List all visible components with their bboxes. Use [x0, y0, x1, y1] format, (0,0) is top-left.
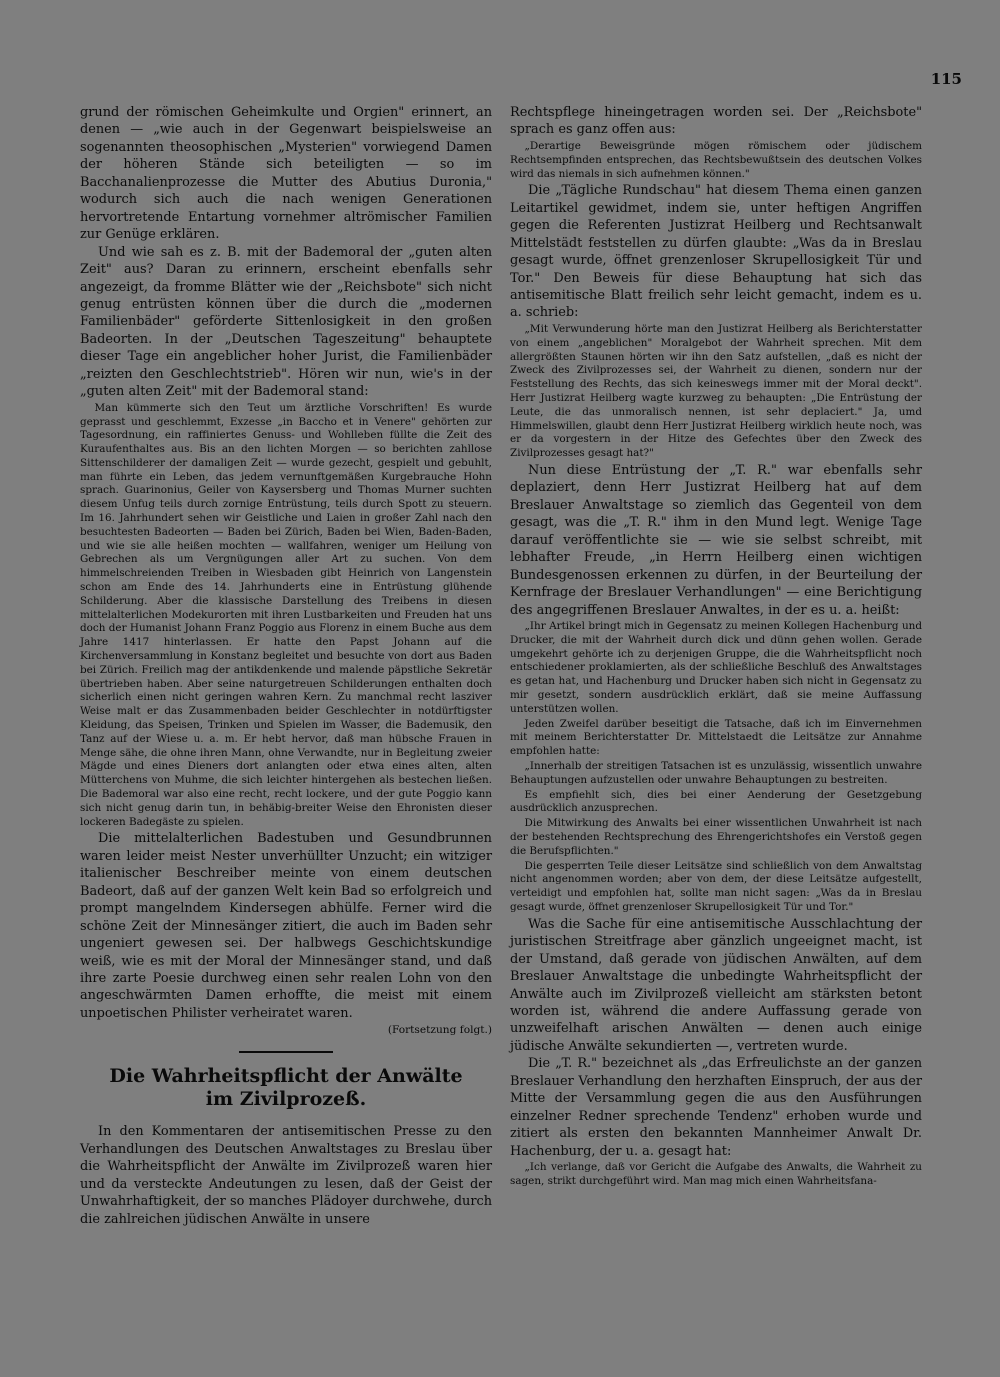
- block-quote: Es empfiehlt sich, dies bei einer Aenderung der Gesetzgebung ausdrücklich anzusprechen.: [510, 788, 922, 815]
- continuation-note: (Fortsetzung folgt.): [387, 1024, 492, 1037]
- block-quote: Die gesperrten Teile dieser Leitsätze sind schließlich von dem Anwaltstag nicht angenommen worden; aber von dem, der diese Leitsätze aufgestellt, verteidigt und empfohlen hat, sollte man nicht sagen: „Was da in Breslau gesagt wurde, öffnet grenzenloser Skrupellosigkeit Tür und Tor.": [510, 859, 922, 913]
- paragraph: Nun diese Entrüstung der „T. R." war ebenfalls sehr deplaziert, denn Herr Justizrat Heilberg hat auf dem Breslauer Anwaltstage so ziemlich das Gegenteil von dem gesagt, was die „T. R." ihm in den Mund legt. Wenige Tage darauf veröffentlichte sie — wie sie selbst schreibt, mit lebhafter Freude, „in Herrn Heilberg einen wichtigen Bundesgenossen erkennen zu dürfen, in der Beurteilung der Kernfrage der Breslauer Verhandlungen" — eine Berichtigung des angegriffenen Breslauer Anwaltes, in der es u. a. heißt:: [510, 462, 922, 618]
- block-quote: Man kümmerte sich den Teut um ärztliche Vorschriften! Es wurde geprasst und geschlemmt, Exzesse „in Baccho et in Venere" gehörten zur Tagesordnung, ein raffiniertes Genuss- und Wohlleben füllte die Zeit des Kuraufenthaltes aus. Bis an den lichten Morgen — so berichten zahllose Sittenschilderer der damaligen Zeit — wurde gezecht, gespielt und gebuhlt, man führte ein Leben, das jedem vernunftgemäßen Kurgebrauche Hohn sprach. Guarinonius, Geiler von Kaysersberg und Thomas Murner suchten diesem Unfug teils durch zornige Entrüstung, teils durch Spott zu steuern. Im 16. Jahrhundert sehen wir Geistliche und Laien in großer Zahl nach den besuchtesten Badeorten — Baden bei Zürich, Baden bei Wien, Baden-Baden, und wie sie alle heißen mochten — wallfahren, weniger um Heilung von Gebrechen als um Vergnügungen aller Art zu suchen. Von dem himmelschreienden Treiben in Wiesbaden gibt Heinrich von Langenstein schon am Ende des 14. Jahrhunderts eine in Entrüstung glühende Schilderung. Aber die klassische Darstellung des Treibens in diesen mittelalterlichen Modekurorten mit ihren Lustbarkeiten und Freuden hat uns doch der Humanist Johann Franz Poggio aus Florenz in einem Buche aus dem Jahre 1417 hinterlassen. Er hatte den Papst Johann auf die Kirchenversammlung in Konstanz begleitet und besuchte von dort aus Baden bei Zürich. Freilich mag der antikdenkende und malende päpstliche Sekretär übertrieben haben. Aber seine naturgetreuen Schilderungen enthalten doch sicherlich einen nicht geringen wahren Kern. Zu manchmal recht lasziver Weise malt er das Zusammenbaden beider Geschlechter in notdürftigster Kleidung, das Speisen, Trinken und Spielen im Wasser, die Bademusik, den Tanz auf der Wiese u. a. m. Er hebt hervor, daß man hübsche Frauen in Menge sähe, die ohne ihren Mann, ohne Verwandte, nur in Begleitung zweier Mägde und eines Dieners dort anlangten oder etwa eines alten, alten Mütterchens von Muhme, die sich leichter hintergehen als bestechen ließen. Die Bademoral war also eine recht, recht lockere, und der gute Poggio kann sich nicht genug darin tun, in behäbig-breiter Weise den Ehronisten dieser lockeren Badegäste zu spielen.: [80, 401, 492, 828]
- block-quote: Die Mitwirkung des Anwalts bei einer wissentlichen Unwahrheit ist nach der bestehenden Rechtsprechung des Ehrengerichtshofes ein Verstoß gegen die Berufspflichten.": [510, 817, 922, 857]
- section-divider: [239, 1051, 333, 1053]
- block-quote: „Innerhalb der streitigen Tatsachen ist es unzulässig, wissentlich unwahre Behauptungen aufzustellen oder unwahre Behauptungen zu bestreiten.: [510, 759, 922, 786]
- block-quote: „Derartige Beweisgründe mögen römischem oder jüdischem Rechtsempfinden entsprechen, das Rechtsbewußtsein des deutschen Volkes wird das niemals in sich aufnehmen können.": [510, 139, 922, 180]
- article-title-line: im Zivilprozeß.: [205, 1088, 367, 1111]
- paragraph: Rechtspflege hineingetragen worden sei. Der „Reichsbote" sprach es ganz offen aus:: [510, 105, 922, 138]
- paragraph: Die „Tägliche Rundschau" hat diesem Thema einen ganzen Leitartikel gewidmet, indem sie, unter heftigen Angriffen gegen die Referenten Justizrat Heilberg und Rechtsanwalt Mittelstädt feststellen zu dürfen glaubte: „Was da in Breslau gesagt wurde, öffnet grenzenloser Skrupellosigkeit Tür und Tor." Den Beweis für diese Behauptung hat sich das antisemitische Blatt freilich sehr leicht gemacht, indem es u. a. schrieb:: [510, 183, 922, 321]
- block-quote: „Ihr Artikel bringt mich in Gegensatz zu meinen Kollegen Hachenburg und Drucker, die mit der Wahrheit durch dick und dünn gehen wollen. Gerade umgekehrt gehörte ich zu derjenigen Gruppe, die die Wahrheitspflicht noch entschiedener proklamierten, als der schließliche Beschluß des Anwaltstages es getan hat, und Hachenburg und Drucker haben sich nicht in Gegensatz zu mir gesetzt, sondern ausdrücklich erklärt, daß sie meine Auffassung unterstützen wollen.: [510, 619, 922, 715]
- block-quote: „Ich verlange, daß vor Gericht die Aufgabe des Anwalts, die Wahrheit zu sagen, strikt durchgeführt wird. Man mag mich einen Wahrheitsfana-: [510, 1161, 922, 1187]
- paragraph: In den Kommentaren der antisemitischen Presse zu den Verhandlungen des Deutschen Anwaltstages zu Breslau über die Wahrheitspflicht der Anwälte im Zivilprozeß waren hier und da versteckte Andeutungen zu lesen, daß der Geist der Unwahrhaftigkeit, der so manches Plädoyer durchwehe, durch die zahlreichen jüdischen Anwälte in unsere: [80, 1124, 492, 1227]
- paragraph: grund der römischen Geheimkulte und Orgien" erinnert, an denen — „wie auch in der Gegenwart beispielsweise an sogenannten theosophischen „Mysterien" vorwiegend Damen der höheren Stände sich beteiligten — so im Bacchanalienprozesse die Mutter des Abutius Duronia," wodurch sich auch die nach wenigen Generationen hervortretende Entartung vornehmer altrömischer Familien zur Genüge erklären.: [80, 105, 492, 243]
- paragraph: Was die Sache für eine antisemitische Ausschlachtung der juristischen Streitfrage aber gänzlich ungeeignet macht, ist der Umstand, daß gerade von jüdischen Anwälten, auf dem Breslauer Anwaltstage die unbedingte Wahrheitspflicht der Anwälte auch im Zivilprozeß vielleicht am stärksten betont worden ist, während die andere Auffassung gerade von unzweifelhaft arischen Anwälten — denen auch einige jüdische Anwälte sekundierten —, vertreten wurde.: [510, 916, 922, 1054]
- article-title: [80, 1065, 492, 1111]
- right-column: [510, 104, 922, 1190]
- page-number: 115: [930, 70, 962, 88]
- block-quote: Jeden Zweifel darüber beseitigt die Tatsache, daß ich im Einvernehmen mit meinem Berichterstatter Dr. Mittelstaedt die Leitsätze zur Annahme empfohlen hatte:: [510, 717, 922, 758]
- left-column: [80, 104, 492, 1228]
- block-quote: „Mit Verwunderung hörte man den Justizrat Heilberg als Berichterstatter von einem „angeblichen" Moralgebot der Wahrheit sprechen. Mit dem allergrößten Staunen hörten wir ihn den Satz aufstellen, „daß es nicht der Zweck des Zivilprozesses sei, der Wahrheit zu dienen, sondern nur der Feststellung des Rechts, das sich keineswegs immer mit der Moral deckt". Herr Justizrat Heilberg wagte kurzweg zu behaupten: „Die Entrüstung der Leute, die das unmoralisch nennen, ist sehr deplaciert." Ja, umd Himmelswillen, glaubt denn Herr Justizrat Heilberg wirklich heute noch, was er da vorgestern in der Hitze des Gefechtes über den Zweck des Zivilprozesses gesagt hat?": [510, 322, 922, 460]
- paragraph: Die mittelalterlichen Badestuben und Gesundbrunnen waren leider meist Nester unverhüllter Unzucht; ein witziger italienischer Beschreiber meinte von einem deutschen Badeort, daß auf der ganzen Welt kein Bad so erfolgreich und prompt mangelndem Kindersegen abhülfe. Ferner wird die schöne Zeit der Minnesänger zitiert, die auch im Baden sehr ungeniert gewesen sei. Der halbwegs Geschichtskundige weiß, wie es mit der Moral der Minnesänger stand, und daß ihre zarte Poesie durchweg einen sehr realen Lohn von den angeschwärmten Damen erhoffte, die meist mit einem unpoetischen Philister verheiratet waren.: [80, 831, 492, 1021]
- article-title-line: Die Wahrheitspflicht der Anwälte: [109, 1065, 463, 1088]
- paragraph: Und wie sah es z. B. mit der Bademoral der „guten alten Zeit" aus? Daran zu erinnern, erscheint ebenfalls sehr angezeigt, da fromme Blätter wie der „Reichsbote" sich nicht genug entrüsten können über die durch die „modernen Familienbäder" geförderte Sittenlosigkeit in den großen Badeorten. In der „Deutschen Tageszeitung" behauptete dieser Tage ein angeblicher hoher Jurist, die Familienbäder „reizten den Geschlechtstrieb". Hören wir nun, wie's in der „guten alten Zeit" mit der Bademoral stand:: [80, 244, 492, 400]
- paragraph: Die „T. R." bezeichnet als „das Erfreulichste an der ganzen Breslauer Verhandlung den herzhaften Einspruch, der aus der Mitte der Versammlung gegen die aus den Ausführungen einzelner Redner sprechende Tendenz" erhoben wurde und zitiert als ersten den bekannten Mannheimer Anwalt Dr. Hachenburg, der u. a. gesagt hat:: [510, 1056, 922, 1159]
